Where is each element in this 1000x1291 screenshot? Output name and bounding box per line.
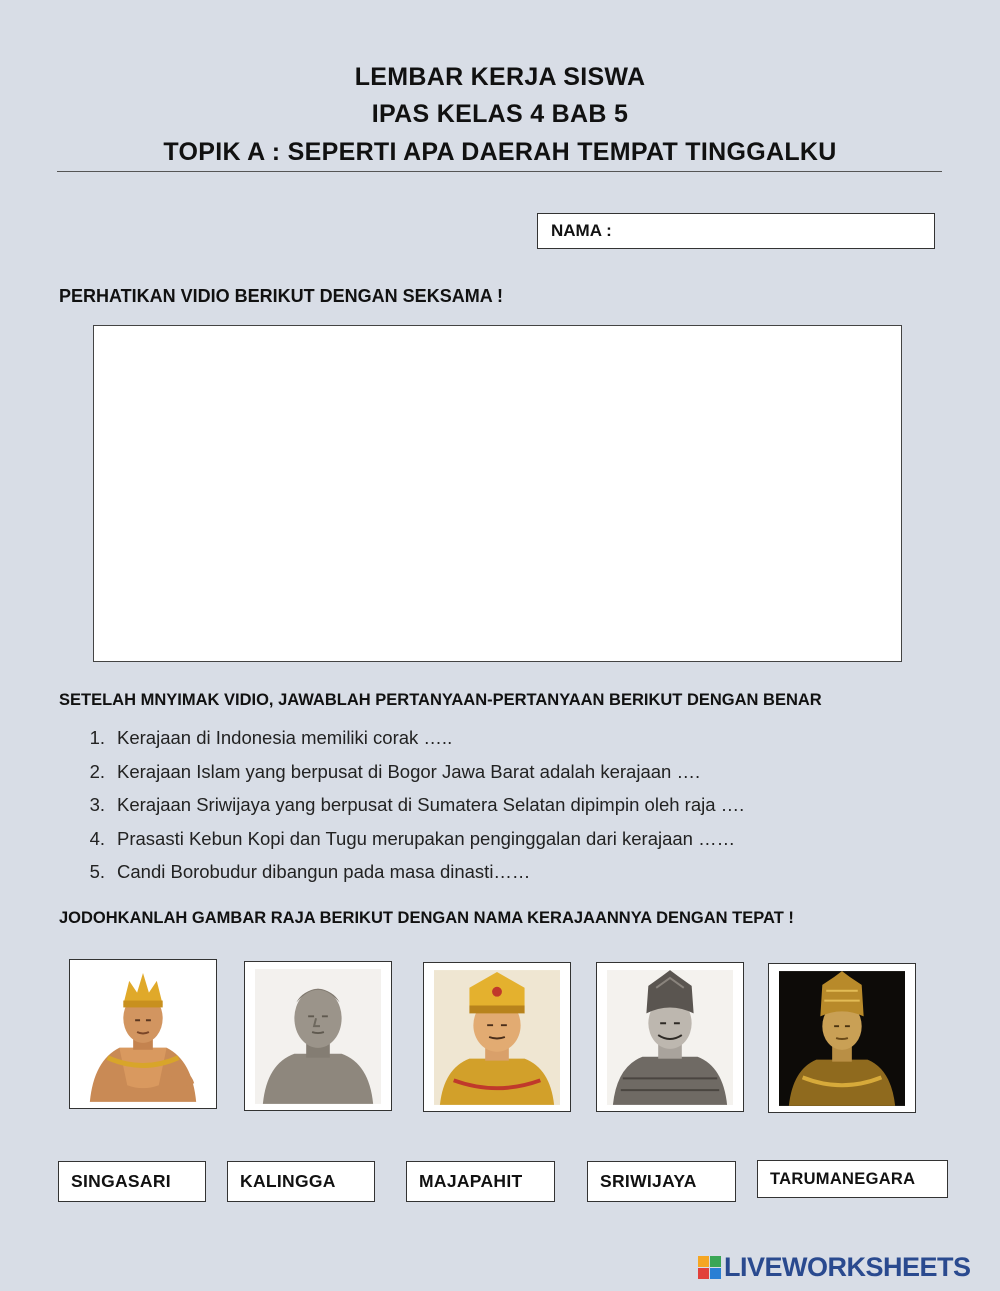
king-portrait-golden-crown — [80, 967, 206, 1102]
question-number: 2. — [89, 760, 105, 782]
king-image-3[interactable] — [423, 962, 571, 1112]
topic-title: TOPIK A : SEPERTI APA DAERAH TEMPAT TINGGALKU — [163, 138, 837, 166]
king-image-5[interactable] — [768, 963, 916, 1113]
liveworksheets-icon — [698, 1256, 721, 1279]
question-list — [59, 724, 744, 892]
list-item — [59, 758, 744, 792]
questions-instruction: SETELAH MNYIMAK VIDIO, JAWABLAH PERTANYAAN-PERTANYAAN BERIKUT DENGAN BENAR — [59, 691, 822, 709]
kingdom-label-majapahit[interactable]: MAJAPAHIT — [406, 1161, 555, 1202]
kingdom-label-sriwijaya[interactable]: SRIWIJAYA — [587, 1161, 736, 1202]
question-text: Prasasti Kebun Kopi dan Tugu merupakan penginggalan dari kerajaan …… — [117, 827, 736, 849]
list-item — [59, 825, 744, 859]
question-number: 1. — [89, 727, 105, 748]
question-text: Kerajaan Islam yang berpusat di Bogor Jawa Barat adalah kerajaan …. — [117, 760, 701, 782]
king-portrait-gold-headdress — [434, 970, 560, 1105]
brand-name: LIVEWORKSHEETS — [724, 1252, 971, 1282]
kingdom-label-tarumanegara[interactable]: TARUMANEGARA — [757, 1160, 948, 1198]
question-number: 4. — [89, 827, 105, 849]
king-image-1[interactable] — [69, 959, 217, 1109]
question-text: Candi Borobudur dibangun pada masa dinasti…… — [117, 861, 531, 882]
kingdom-label-kalingga[interactable]: KALINGGA — [227, 1161, 375, 1202]
name-input[interactable] — [618, 216, 928, 246]
video-embed[interactable] — [93, 325, 902, 662]
video-instruction: PERHATIKAN VIDIO BERIKUT DENGAN SEKSAMA ! — [59, 286, 504, 306]
question-number: 3. — [89, 794, 105, 815]
name-label: NAMA : — [551, 221, 612, 240]
header-divider — [57, 171, 942, 172]
stone-statue-bust — [255, 969, 381, 1104]
list-item — [59, 724, 744, 758]
king-image-4[interactable] — [596, 962, 744, 1112]
question-text: Kerajaan Sriwijaya yang berpusat di Sumatera Selatan dipimpin oleh raja …. — [117, 794, 745, 815]
liveworksheets-logo — [698, 1252, 971, 1283]
class-chapter-title: IPAS KELAS 4 BAB 5 — [371, 100, 629, 128]
list-item — [59, 858, 744, 892]
matching-instruction: JODOHKANLAH GAMBAR RAJA BERIKUT DENGAN NAMA KERAJAANNYA DENGAN TEPAT ! — [59, 909, 794, 927]
queen-portrait-dark — [779, 971, 905, 1106]
king-image-2[interactable] — [244, 961, 392, 1111]
worksheet-title: LEMBAR KERJA SISWA — [354, 63, 646, 91]
question-text: Kerajaan di Indonesia memiliki corak ….. — [117, 727, 453, 748]
name-field — [537, 213, 935, 249]
question-number: 5. — [89, 861, 105, 882]
list-item — [59, 791, 744, 825]
king-engraving-helmet — [607, 970, 733, 1105]
kingdom-label-singasari[interactable]: SINGASARI — [58, 1161, 206, 1202]
